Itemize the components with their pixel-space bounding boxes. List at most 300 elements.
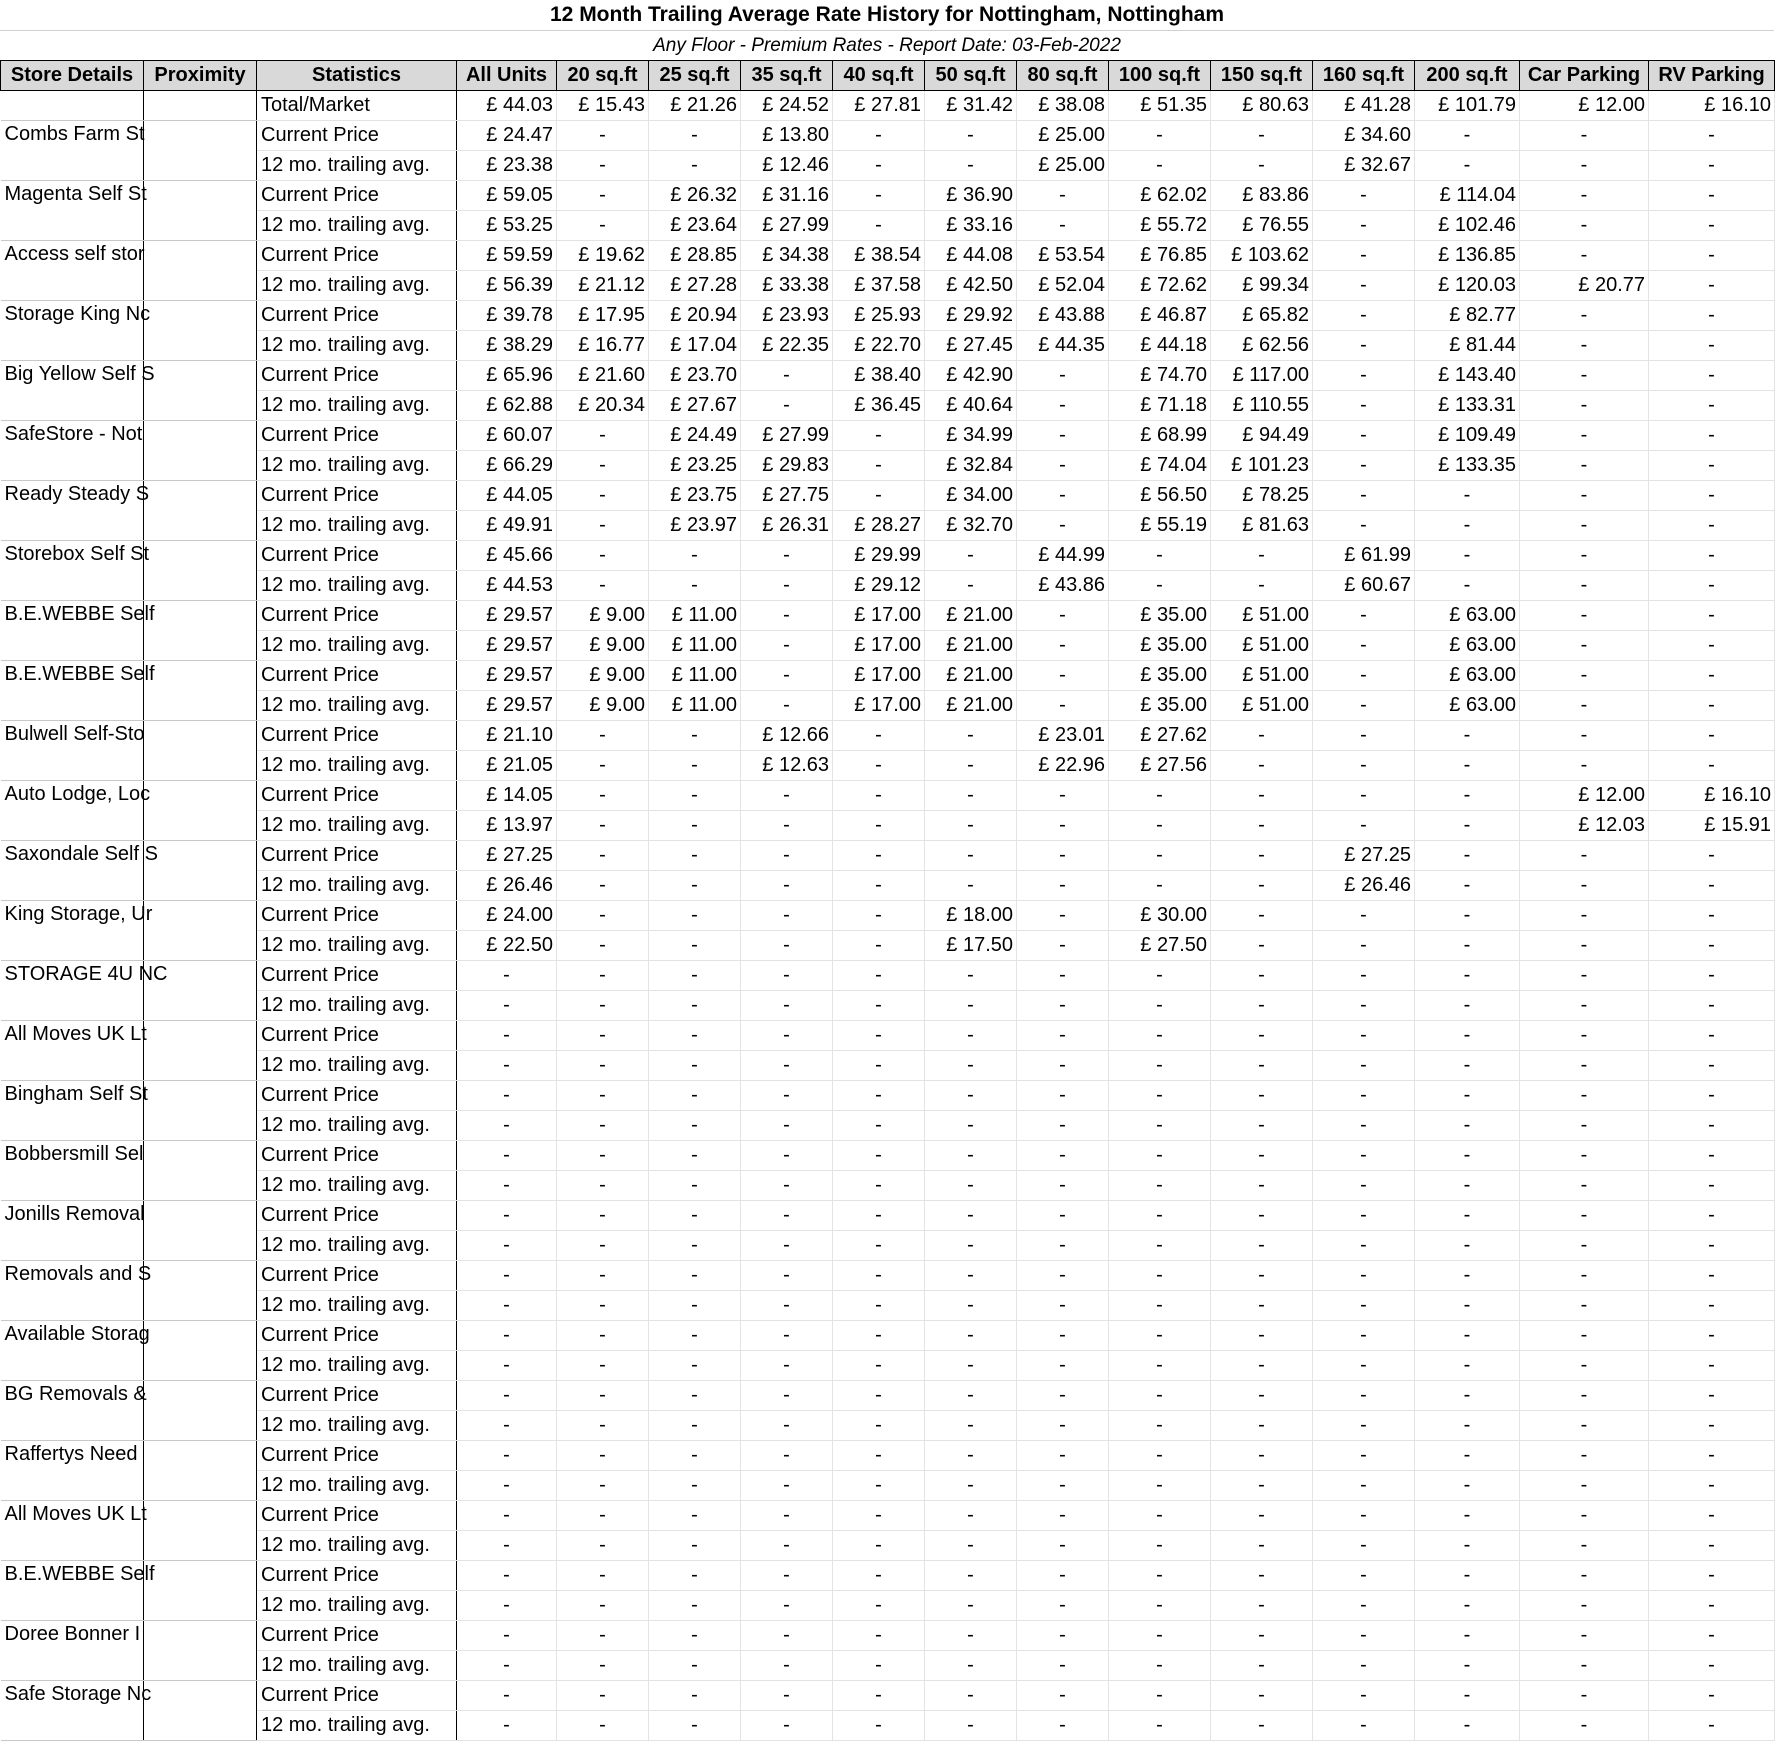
rate-cell[interactable]: £ 109.49 <box>1415 421 1520 451</box>
rate-cell[interactable]: £ 38.54 <box>833 241 925 271</box>
rate-cell[interactable]: - <box>1313 991 1415 1021</box>
col-header[interactable]: 200 sq.ft <box>1415 61 1520 91</box>
rate-cell[interactable]: £ 36.90 <box>925 181 1017 211</box>
rate-cell[interactable]: - <box>649 1051 741 1081</box>
rate-cell[interactable]: - <box>1313 1471 1415 1501</box>
rate-cell[interactable]: - <box>1520 1051 1649 1081</box>
rate-cell[interactable]: £ 53.25 <box>457 211 557 241</box>
proximity-cell[interactable] <box>144 661 257 721</box>
rate-cell[interactable]: - <box>1520 1081 1649 1111</box>
rate-cell[interactable]: - <box>557 1201 649 1231</box>
rate-cell[interactable]: £ 21.10 <box>457 721 557 751</box>
rate-cell[interactable]: - <box>1415 961 1520 991</box>
rate-cell[interactable]: £ 17.04 <box>649 331 741 361</box>
rate-cell[interactable]: - <box>1017 781 1109 811</box>
statistic-label[interactable]: 12 mo. trailing avg. <box>257 1231 457 1261</box>
rate-cell[interactable]: - <box>557 1561 649 1591</box>
rate-cell[interactable]: - <box>833 781 925 811</box>
statistic-label[interactable]: Current Price <box>257 241 457 271</box>
rate-cell[interactable]: - <box>1415 1261 1520 1291</box>
rate-cell[interactable]: - <box>741 1261 833 1291</box>
rate-cell[interactable]: - <box>1211 1201 1313 1231</box>
statistic-label[interactable]: Current Price <box>257 1261 457 1291</box>
rate-cell[interactable]: £ 14.05 <box>457 781 557 811</box>
rate-cell[interactable]: - <box>1649 421 1775 451</box>
rate-cell[interactable]: £ 63.00 <box>1415 601 1520 631</box>
rate-cell[interactable]: - <box>457 1291 557 1321</box>
rate-cell[interactable]: - <box>741 391 833 421</box>
rate-cell[interactable]: - <box>741 541 833 571</box>
rate-cell[interactable]: - <box>1017 1381 1109 1411</box>
rate-cell[interactable]: £ 30.00 <box>1109 901 1211 931</box>
rate-cell[interactable]: £ 133.31 <box>1415 391 1520 421</box>
rate-cell[interactable]: £ 46.87 <box>1109 301 1211 331</box>
rate-cell[interactable]: £ 29.12 <box>833 571 925 601</box>
statistic-label[interactable]: 12 mo. trailing avg. <box>257 931 457 961</box>
statistic-label[interactable]: Current Price <box>257 541 457 571</box>
rate-cell[interactable]: £ 44.53 <box>457 571 557 601</box>
proximity-cell[interactable] <box>144 601 257 661</box>
rate-cell[interactable]: - <box>1649 1681 1775 1711</box>
rate-cell[interactable]: - <box>557 1411 649 1441</box>
total-value[interactable]: £ 12.00 <box>1520 91 1649 121</box>
rate-cell[interactable]: - <box>557 931 649 961</box>
rate-cell[interactable]: - <box>457 1381 557 1411</box>
rate-cell[interactable]: - <box>1109 1351 1211 1381</box>
rate-cell[interactable]: - <box>1313 721 1415 751</box>
rate-cell[interactable]: - <box>1649 691 1775 721</box>
rate-cell[interactable]: £ 60.07 <box>457 421 557 451</box>
rate-cell[interactable]: - <box>1520 301 1649 331</box>
rate-cell[interactable]: - <box>1313 1261 1415 1291</box>
rate-cell[interactable]: - <box>925 1501 1017 1531</box>
rate-cell[interactable]: - <box>557 1681 649 1711</box>
rate-cell[interactable]: £ 45.66 <box>457 541 557 571</box>
rate-cell[interactable]: - <box>1415 1171 1520 1201</box>
proximity-cell[interactable] <box>144 1441 257 1501</box>
rate-cell[interactable]: £ 27.56 <box>1109 751 1211 781</box>
rate-cell[interactable]: - <box>1520 151 1649 181</box>
rate-cell[interactable]: - <box>1017 871 1109 901</box>
rate-cell[interactable]: - <box>1211 1561 1313 1591</box>
rate-cell[interactable]: - <box>1649 1621 1775 1651</box>
rate-cell[interactable]: - <box>1313 1681 1415 1711</box>
rate-cell[interactable]: £ 12.00 <box>1520 781 1649 811</box>
rate-cell[interactable]: - <box>1109 1141 1211 1171</box>
rate-cell[interactable]: - <box>557 1591 649 1621</box>
rate-cell[interactable]: - <box>1017 1141 1109 1171</box>
rate-cell[interactable]: - <box>1211 571 1313 601</box>
total-value[interactable]: £ 38.08 <box>1017 91 1109 121</box>
rate-cell[interactable]: £ 12.03 <box>1520 811 1649 841</box>
rate-cell[interactable]: - <box>1017 1411 1109 1441</box>
rate-cell[interactable]: - <box>833 1141 925 1171</box>
proximity-cell[interactable] <box>144 121 257 181</box>
rate-cell[interactable]: - <box>457 1591 557 1621</box>
rate-cell[interactable]: £ 23.70 <box>649 361 741 391</box>
rate-cell[interactable]: £ 24.47 <box>457 121 557 151</box>
rate-cell[interactable]: - <box>741 1081 833 1111</box>
rate-cell[interactable]: - <box>1017 661 1109 691</box>
rate-cell[interactable]: - <box>557 781 649 811</box>
rate-cell[interactable]: - <box>1649 391 1775 421</box>
rate-cell[interactable]: - <box>741 1111 833 1141</box>
rate-cell[interactable]: - <box>833 1111 925 1141</box>
rate-cell[interactable]: £ 9.00 <box>557 631 649 661</box>
rate-cell[interactable]: - <box>1415 1111 1520 1141</box>
rate-cell[interactable]: - <box>925 841 1017 871</box>
rate-cell[interactable]: - <box>1649 631 1775 661</box>
rate-cell[interactable]: - <box>1313 1171 1415 1201</box>
rate-cell[interactable]: £ 32.67 <box>1313 151 1415 181</box>
rate-cell[interactable]: - <box>1520 241 1649 271</box>
rate-cell[interactable]: - <box>925 871 1017 901</box>
rate-cell[interactable]: - <box>1109 571 1211 601</box>
rate-cell[interactable]: - <box>1649 991 1775 1021</box>
statistic-label[interactable]: 12 mo. trailing avg. <box>257 511 457 541</box>
rate-cell[interactable]: - <box>1313 361 1415 391</box>
rate-cell[interactable]: £ 99.34 <box>1211 271 1313 301</box>
statistic-label[interactable]: Current Price <box>257 781 457 811</box>
rate-cell[interactable]: - <box>1520 1531 1649 1561</box>
rate-cell[interactable]: - <box>833 991 925 1021</box>
rate-cell[interactable]: - <box>925 811 1017 841</box>
store-name[interactable]: Jonills Removal <box>1 1201 144 1261</box>
rate-cell[interactable]: - <box>557 811 649 841</box>
proximity-cell[interactable] <box>144 1381 257 1441</box>
statistic-label[interactable]: Current Price <box>257 361 457 391</box>
rate-cell[interactable]: - <box>1313 331 1415 361</box>
rate-cell[interactable]: - <box>1017 1021 1109 1051</box>
rate-cell[interactable]: - <box>1649 1201 1775 1231</box>
rate-cell[interactable]: - <box>1017 211 1109 241</box>
rate-cell[interactable]: £ 117.00 <box>1211 361 1313 391</box>
statistic-label[interactable]: Current Price <box>257 1021 457 1051</box>
rate-cell[interactable]: £ 37.58 <box>833 271 925 301</box>
rate-cell[interactable]: - <box>457 1321 557 1351</box>
store-name[interactable]: Ready Steady S <box>1 481 144 541</box>
rate-cell[interactable]: - <box>1649 931 1775 961</box>
rate-cell[interactable]: - <box>1415 1561 1520 1591</box>
rate-cell[interactable]: - <box>833 931 925 961</box>
rate-cell[interactable]: - <box>1649 1561 1775 1591</box>
rate-cell[interactable]: - <box>833 1051 925 1081</box>
rate-cell[interactable]: £ 44.99 <box>1017 541 1109 571</box>
rate-cell[interactable]: - <box>457 1471 557 1501</box>
rate-cell[interactable]: - <box>741 1021 833 1051</box>
rate-cell[interactable]: - <box>1109 1621 1211 1651</box>
rate-cell[interactable]: - <box>741 1411 833 1441</box>
total-value[interactable]: £ 15.43 <box>557 91 649 121</box>
rate-cell[interactable]: - <box>1211 1021 1313 1051</box>
rate-cell[interactable]: - <box>1649 571 1775 601</box>
statistic-label[interactable]: Current Price <box>257 481 457 511</box>
rate-cell[interactable]: - <box>741 1201 833 1231</box>
rate-cell[interactable]: £ 27.99 <box>741 211 833 241</box>
rate-cell[interactable]: - <box>741 931 833 961</box>
rate-cell[interactable]: - <box>649 961 741 991</box>
rate-cell[interactable]: - <box>1017 1111 1109 1141</box>
rate-cell[interactable]: - <box>1109 871 1211 901</box>
rate-cell[interactable]: - <box>1520 1411 1649 1441</box>
rate-cell[interactable]: - <box>649 1441 741 1471</box>
rate-cell[interactable]: - <box>925 1261 1017 1291</box>
rate-cell[interactable]: £ 12.63 <box>741 751 833 781</box>
rate-cell[interactable]: - <box>557 1351 649 1381</box>
rate-cell[interactable]: £ 65.96 <box>457 361 557 391</box>
rate-cell[interactable]: - <box>925 1441 1017 1471</box>
rate-cell[interactable]: - <box>557 961 649 991</box>
rate-cell[interactable]: £ 24.49 <box>649 421 741 451</box>
rate-cell[interactable]: - <box>557 1381 649 1411</box>
rate-cell[interactable]: - <box>649 541 741 571</box>
rate-cell[interactable]: - <box>557 1621 649 1651</box>
rate-cell[interactable]: - <box>649 1471 741 1501</box>
rate-cell[interactable]: - <box>557 1501 649 1531</box>
rate-cell[interactable]: - <box>1109 1681 1211 1711</box>
rate-cell[interactable]: - <box>1520 1231 1649 1261</box>
rate-cell[interactable]: - <box>457 1621 557 1651</box>
rate-cell[interactable]: - <box>1520 481 1649 511</box>
rate-cell[interactable]: - <box>741 1381 833 1411</box>
rate-cell[interactable]: - <box>1017 811 1109 841</box>
rate-cell[interactable]: - <box>833 1681 925 1711</box>
statistic-label[interactable]: 12 mo. trailing avg. <box>257 691 457 721</box>
col-header[interactable]: 40 sq.ft <box>833 61 925 91</box>
rate-cell[interactable]: - <box>1520 1321 1649 1351</box>
rate-cell[interactable]: - <box>1649 271 1775 301</box>
rate-cell[interactable]: - <box>741 811 833 841</box>
rate-cell[interactable]: - <box>1109 1441 1211 1471</box>
rate-cell[interactable]: - <box>557 1231 649 1261</box>
rate-cell[interactable]: - <box>1649 481 1775 511</box>
total-value[interactable]: £ 41.28 <box>1313 91 1415 121</box>
rate-cell[interactable]: - <box>1649 1651 1775 1681</box>
rate-cell[interactable]: - <box>1211 1261 1313 1291</box>
rate-cell[interactable]: - <box>1520 451 1649 481</box>
rate-cell[interactable]: £ 16.77 <box>557 331 649 361</box>
rate-cell[interactable]: - <box>1211 1231 1313 1261</box>
rate-cell[interactable]: - <box>925 991 1017 1021</box>
rate-cell[interactable]: - <box>741 661 833 691</box>
rate-cell[interactable]: - <box>457 1231 557 1261</box>
col-header[interactable]: Car Parking <box>1520 61 1649 91</box>
rate-cell[interactable]: - <box>1649 1381 1775 1411</box>
rate-cell[interactable]: - <box>649 121 741 151</box>
rate-cell[interactable]: - <box>649 781 741 811</box>
rate-cell[interactable]: - <box>457 1711 557 1741</box>
store-name[interactable]: B.E.WEBBE Self <box>1 1561 144 1621</box>
rate-cell[interactable]: - <box>925 1141 1017 1171</box>
rate-cell[interactable]: £ 74.04 <box>1109 451 1211 481</box>
rate-cell[interactable]: - <box>833 871 925 901</box>
rate-cell[interactable]: - <box>1017 991 1109 1021</box>
rate-cell[interactable]: - <box>741 1321 833 1351</box>
rate-cell[interactable]: £ 35.00 <box>1109 661 1211 691</box>
rate-cell[interactable]: £ 25.00 <box>1017 121 1109 151</box>
rate-cell[interactable]: - <box>557 1171 649 1201</box>
rate-cell[interactable]: - <box>557 871 649 901</box>
rate-cell[interactable]: - <box>1211 1351 1313 1381</box>
rate-cell[interactable]: - <box>1109 1201 1211 1231</box>
rate-cell[interactable]: - <box>741 1471 833 1501</box>
rate-cell[interactable]: £ 34.38 <box>741 241 833 271</box>
rate-cell[interactable]: £ 55.19 <box>1109 511 1211 541</box>
rate-cell[interactable]: - <box>1211 1381 1313 1411</box>
rate-cell[interactable]: - <box>1211 961 1313 991</box>
rate-cell[interactable]: £ 51.00 <box>1211 631 1313 661</box>
rate-cell[interactable]: - <box>1520 1501 1649 1531</box>
rate-cell[interactable]: - <box>1415 1711 1520 1741</box>
store-name[interactable]: Auto Lodge, Loc <box>1 781 144 841</box>
rate-cell[interactable]: - <box>1649 601 1775 631</box>
rate-cell[interactable]: - <box>1520 1591 1649 1621</box>
rate-cell[interactable]: £ 56.39 <box>457 271 557 301</box>
rate-cell[interactable]: - <box>1017 961 1109 991</box>
rate-cell[interactable]: £ 28.85 <box>649 241 741 271</box>
rate-cell[interactable]: - <box>1649 1111 1775 1141</box>
rate-cell[interactable]: - <box>1211 1531 1313 1561</box>
rate-cell[interactable]: - <box>1109 1501 1211 1531</box>
rate-cell[interactable]: - <box>649 1261 741 1291</box>
rate-cell[interactable]: £ 102.46 <box>1415 211 1520 241</box>
rate-cell[interactable]: - <box>1313 631 1415 661</box>
rate-cell[interactable]: - <box>1017 691 1109 721</box>
rate-cell[interactable]: £ 22.70 <box>833 331 925 361</box>
rate-cell[interactable]: - <box>1520 421 1649 451</box>
proximity-cell[interactable] <box>144 1021 257 1081</box>
rate-cell[interactable]: - <box>1109 991 1211 1021</box>
rate-cell[interactable]: - <box>1415 1021 1520 1051</box>
rate-cell[interactable]: - <box>833 1261 925 1291</box>
rate-cell[interactable]: - <box>1415 1621 1520 1651</box>
rate-cell[interactable]: - <box>1313 1441 1415 1471</box>
rate-cell[interactable]: - <box>1313 1591 1415 1621</box>
statistic-label[interactable]: 12 mo. trailing avg. <box>257 1531 457 1561</box>
rate-cell[interactable]: - <box>833 1501 925 1531</box>
rate-cell[interactable]: - <box>925 1381 1017 1411</box>
rate-cell[interactable]: - <box>1109 151 1211 181</box>
rate-cell[interactable]: - <box>1109 1261 1211 1291</box>
rate-cell[interactable]: - <box>1313 1351 1415 1381</box>
rate-cell[interactable]: - <box>457 1141 557 1171</box>
rate-cell[interactable]: - <box>741 1501 833 1531</box>
rate-cell[interactable]: - <box>741 781 833 811</box>
rate-cell[interactable]: - <box>833 1171 925 1201</box>
rate-cell[interactable]: - <box>1415 811 1520 841</box>
rate-cell[interactable]: - <box>1109 1051 1211 1081</box>
total-value[interactable]: £ 21.26 <box>649 91 741 121</box>
rate-cell[interactable]: - <box>925 961 1017 991</box>
rate-cell[interactable]: £ 23.38 <box>457 151 557 181</box>
rate-cell[interactable]: - <box>741 1651 833 1681</box>
rate-cell[interactable]: £ 51.00 <box>1211 601 1313 631</box>
rate-cell[interactable]: - <box>457 1531 557 1561</box>
rate-cell[interactable]: - <box>649 1201 741 1231</box>
rate-cell[interactable]: - <box>1520 1171 1649 1201</box>
rate-cell[interactable]: - <box>1520 1141 1649 1171</box>
rate-cell[interactable]: - <box>1017 451 1109 481</box>
rate-cell[interactable]: - <box>457 1111 557 1141</box>
rate-cell[interactable]: - <box>1211 991 1313 1021</box>
total-value[interactable]: £ 27.81 <box>833 91 925 121</box>
rate-cell[interactable]: - <box>1649 451 1775 481</box>
rate-cell[interactable]: - <box>649 1501 741 1531</box>
rate-cell[interactable]: £ 59.59 <box>457 241 557 271</box>
store-name[interactable]: B.E.WEBBE Self <box>1 601 144 661</box>
col-header[interactable]: Store Details <box>1 61 144 91</box>
rate-cell[interactable]: - <box>1649 121 1775 151</box>
rate-cell[interactable]: - <box>1313 1561 1415 1591</box>
rate-cell[interactable]: £ 9.00 <box>557 661 649 691</box>
rate-cell[interactable]: - <box>1520 1711 1649 1741</box>
rate-cell[interactable]: - <box>833 841 925 871</box>
rate-cell[interactable]: - <box>1313 481 1415 511</box>
rate-cell[interactable]: - <box>925 1351 1017 1381</box>
rate-cell[interactable]: £ 82.77 <box>1415 301 1520 331</box>
rate-cell[interactable]: £ 44.35 <box>1017 331 1109 361</box>
rate-cell[interactable]: £ 23.93 <box>741 301 833 331</box>
rate-cell[interactable]: - <box>741 1141 833 1171</box>
store-name[interactable]: Removals and S <box>1 1261 144 1321</box>
rate-cell[interactable]: £ 27.50 <box>1109 931 1211 961</box>
rate-cell[interactable]: - <box>925 1711 1017 1741</box>
rate-cell[interactable]: £ 29.57 <box>457 601 557 631</box>
rate-cell[interactable]: - <box>649 1291 741 1321</box>
rate-cell[interactable]: - <box>1520 541 1649 571</box>
rate-cell[interactable]: - <box>741 1231 833 1261</box>
rate-cell[interactable]: - <box>1211 1291 1313 1321</box>
rate-cell[interactable]: - <box>1649 1051 1775 1081</box>
rate-cell[interactable]: £ 22.35 <box>741 331 833 361</box>
rate-cell[interactable]: £ 76.55 <box>1211 211 1313 241</box>
rate-cell[interactable]: - <box>1211 1171 1313 1201</box>
rate-cell[interactable]: - <box>925 1561 1017 1591</box>
store-name[interactable]: Big Yellow Self S <box>1 361 144 421</box>
rate-cell[interactable]: - <box>1109 1651 1211 1681</box>
rate-cell[interactable]: - <box>457 1651 557 1681</box>
rate-cell[interactable]: £ 27.25 <box>457 841 557 871</box>
rate-cell[interactable]: £ 43.88 <box>1017 301 1109 331</box>
rate-cell[interactable]: - <box>1211 931 1313 961</box>
rate-cell[interactable]: - <box>1017 1501 1109 1531</box>
rate-cell[interactable]: £ 17.00 <box>833 661 925 691</box>
rate-cell[interactable]: - <box>1520 1261 1649 1291</box>
rate-cell[interactable]: - <box>557 751 649 781</box>
statistic-label[interactable]: Current Price <box>257 721 457 751</box>
rate-cell[interactable]: - <box>741 1561 833 1591</box>
rate-cell[interactable]: - <box>833 1321 925 1351</box>
rate-cell[interactable]: - <box>925 121 1017 151</box>
rate-cell[interactable]: - <box>741 691 833 721</box>
rate-cell[interactable]: - <box>1211 1711 1313 1741</box>
rate-cell[interactable]: - <box>925 1081 1017 1111</box>
rate-cell[interactable]: - <box>1017 1621 1109 1651</box>
rate-cell[interactable]: £ 12.46 <box>741 151 833 181</box>
rate-cell[interactable]: - <box>833 1411 925 1441</box>
rate-cell[interactable]: £ 21.00 <box>925 661 1017 691</box>
rate-cell[interactable]: - <box>1017 1171 1109 1201</box>
rate-cell[interactable]: - <box>457 1021 557 1051</box>
rate-cell[interactable]: £ 44.05 <box>457 481 557 511</box>
rate-cell[interactable]: £ 51.00 <box>1211 661 1313 691</box>
rate-cell[interactable]: £ 78.25 <box>1211 481 1313 511</box>
rate-cell[interactable]: - <box>1520 211 1649 241</box>
rate-cell[interactable]: - <box>1211 781 1313 811</box>
rate-cell[interactable]: - <box>1649 181 1775 211</box>
rate-cell[interactable]: - <box>1520 1621 1649 1651</box>
rate-cell[interactable]: - <box>1211 1411 1313 1441</box>
